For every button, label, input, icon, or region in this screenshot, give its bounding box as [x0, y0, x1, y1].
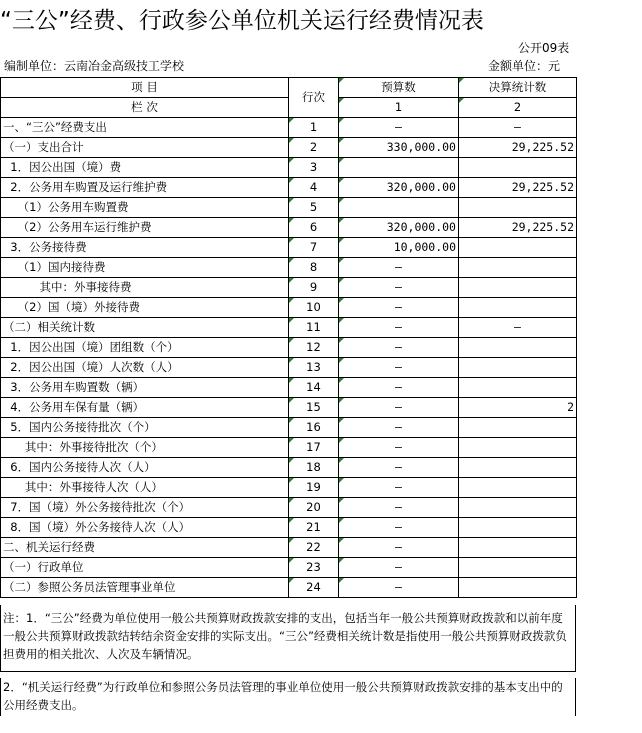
- org-name: 编制单位：云南冶金高级技工学校: [4, 59, 185, 73]
- header-row-1: [1, 78, 577, 98]
- row-budget: —: [339, 438, 459, 458]
- row-line-no: 8: [289, 258, 339, 278]
- row-budget: —: [339, 338, 459, 358]
- row-final: [459, 298, 577, 318]
- header-item: 项 目: [1, 78, 289, 98]
- table-row: [1, 438, 577, 458]
- row-line-no: 24: [289, 578, 339, 598]
- row-budget: —: [339, 278, 459, 298]
- table-row: [1, 178, 577, 198]
- row-final: —: [459, 118, 577, 138]
- table-row: [1, 578, 577, 598]
- row-line-no: 1: [289, 118, 339, 138]
- table-row: [1, 318, 577, 338]
- row-budget: —: [339, 418, 459, 438]
- header-budget: 预算数: [339, 78, 459, 98]
- table-row: [1, 238, 577, 258]
- header-line: 行次: [289, 78, 339, 118]
- row-line-no: 7: [289, 238, 339, 258]
- row-final: [459, 458, 577, 478]
- row-line-no: 9: [289, 278, 339, 298]
- row-label: 一、“三公”经费支出: [1, 118, 289, 138]
- row-line-no: 11: [289, 318, 339, 338]
- row-line-no: 14: [289, 378, 339, 398]
- row-final: [459, 418, 577, 438]
- row-line-no: 6: [289, 218, 339, 238]
- header-final-no: 2: [459, 98, 577, 118]
- row-label: 其中：外事接待批次（个）: [1, 438, 289, 458]
- row-budget: —: [339, 458, 459, 478]
- row-label: 1．因公出国（境）费: [1, 158, 289, 178]
- row-label: 3．公务接待费: [1, 238, 289, 258]
- table-row: [1, 198, 577, 218]
- table-row: [1, 118, 577, 138]
- row-final: —: [459, 318, 577, 338]
- row-label: （一）行政单位: [1, 558, 289, 578]
- row-line-no: 12: [289, 338, 339, 358]
- table-row: [1, 418, 577, 438]
- row-final: [459, 278, 577, 298]
- row-line-no: 22: [289, 538, 339, 558]
- table-row: [1, 258, 577, 278]
- note-1: 注：1．“三公”经费为单位使用一般公共预算财政拨款安排的支出，包括当年一般公共预算财政拨款和以前年度一般公共预算财政拨款结转结余资金安排的实际支出。“三公”经费相关统计数是指使用一般公共预算财政拨款负担费用的相关批次、人次及车辆情况。: [0, 605, 576, 672]
- table-row: [1, 478, 577, 498]
- row-budget: [339, 198, 459, 218]
- row-line-no: 10: [289, 298, 339, 318]
- row-budget: 10,000.00: [339, 238, 459, 258]
- row-line-no: 16: [289, 418, 339, 438]
- row-budget: 320,000.00: [339, 218, 459, 238]
- row-final: [459, 438, 577, 458]
- row-budget: —: [339, 398, 459, 418]
- row-label: 5．国内公务接待批次（个）: [1, 418, 289, 438]
- table-row: [1, 378, 577, 398]
- table-row: [1, 158, 577, 178]
- row-line-no: 15: [289, 398, 339, 418]
- row-budget: —: [339, 258, 459, 278]
- table-row: [1, 518, 577, 538]
- row-line-no: 2: [289, 138, 339, 158]
- row-label: 4．公务用车保有量（辆）: [1, 398, 289, 418]
- table-row: [1, 538, 577, 558]
- row-label: 2．因公出国（境）人次数（人）: [1, 358, 289, 378]
- table-row: [1, 398, 577, 418]
- row-line-no: 19: [289, 478, 339, 498]
- row-final: [459, 358, 577, 378]
- row-label: （1）国内接待费: [1, 258, 289, 278]
- row-line-no: 5: [289, 198, 339, 218]
- row-budget: —: [339, 578, 459, 598]
- row-final: [459, 498, 577, 518]
- row-label: （一）支出合计: [1, 138, 289, 158]
- table-row: [1, 458, 577, 478]
- row-budget: —: [339, 118, 459, 138]
- row-budget: —: [339, 538, 459, 558]
- row-budget: —: [339, 358, 459, 378]
- row-final: [459, 258, 577, 278]
- row-line-no: 21: [289, 518, 339, 538]
- row-budget: —: [339, 378, 459, 398]
- row-budget: —: [339, 558, 459, 578]
- table-row: [1, 298, 577, 318]
- row-line-no: 17: [289, 438, 339, 458]
- row-budget: —: [339, 318, 459, 338]
- row-label: 7．国（境）外公务接待批次（个）: [1, 498, 289, 518]
- table-row: [1, 498, 577, 518]
- row-label: 6．国内公务接待人次（人）: [1, 458, 289, 478]
- row-budget: —: [339, 478, 459, 498]
- row-budget: 320,000.00: [339, 178, 459, 198]
- row-final: [459, 378, 577, 398]
- expense-table: [0, 77, 577, 598]
- row-budget: —: [339, 518, 459, 538]
- note-2: 2．“机关运行经费”为行政单位和参照公务员法管理的事业单位使用一般公共预算财政拨款安排的基本支出中的公用经费支出。: [0, 678, 576, 716]
- table-row: [1, 338, 577, 358]
- table-row: [1, 218, 577, 238]
- row-final: 2: [459, 398, 577, 418]
- row-final: [459, 518, 577, 538]
- row-label: 其中：外事接待费: [1, 278, 289, 298]
- row-final: [459, 578, 577, 598]
- row-final: 29,225.52: [459, 178, 577, 198]
- table-row: [1, 138, 577, 158]
- row-line-no: 3: [289, 158, 339, 178]
- row-label: （2）国（境）外接待费: [1, 298, 289, 318]
- header-sub-item: 栏 次: [1, 98, 289, 118]
- row-final: [459, 478, 577, 498]
- row-line-no: 20: [289, 498, 339, 518]
- row-final: [459, 198, 577, 218]
- row-budget: [339, 158, 459, 178]
- row-line-no: 18: [289, 458, 339, 478]
- row-budget: 330,000.00: [339, 138, 459, 158]
- row-label: 2．公务用车购置及运行维护费: [1, 178, 289, 198]
- row-final: [459, 558, 577, 578]
- row-final: [459, 158, 577, 178]
- row-label: （二）相关统计数: [1, 318, 289, 338]
- form-number: 公开09表: [518, 41, 570, 55]
- header-final: 决算统计数: [459, 78, 577, 98]
- page-title: “三公”经费、行政参公单位机关运行经费情况表: [0, 8, 484, 34]
- row-final: 29,225.52: [459, 138, 577, 158]
- row-line-no: 13: [289, 358, 339, 378]
- row-line-no: 23: [289, 558, 339, 578]
- row-label: （二）参照公务员法管理事业单位: [1, 578, 289, 598]
- row-final: [459, 338, 577, 358]
- row-budget: —: [339, 498, 459, 518]
- row-final: [459, 238, 577, 258]
- table-row: [1, 358, 577, 378]
- row-label: 二、机关运行经费: [1, 538, 289, 558]
- row-final: 29,225.52: [459, 218, 577, 238]
- header-budget-no: 1: [339, 98, 459, 118]
- row-line-no: 4: [289, 178, 339, 198]
- row-label: 3．公务用车购置数（辆）: [1, 378, 289, 398]
- row-final: [459, 538, 577, 558]
- table-row: [1, 278, 577, 298]
- row-label: 8．国（境）外公务接待人次（人）: [1, 518, 289, 538]
- row-label: （1）公务用车购置费: [1, 198, 289, 218]
- row-label: 其中：外事接待人次（人）: [1, 478, 289, 498]
- amount-unit: 金额单位：元: [488, 59, 561, 73]
- row-label: （2）公务用车运行维护费: [1, 218, 289, 238]
- table-row: [1, 558, 577, 578]
- row-budget: —: [339, 298, 459, 318]
- row-label: 1．因公出国（境）团组数（个）: [1, 338, 289, 358]
